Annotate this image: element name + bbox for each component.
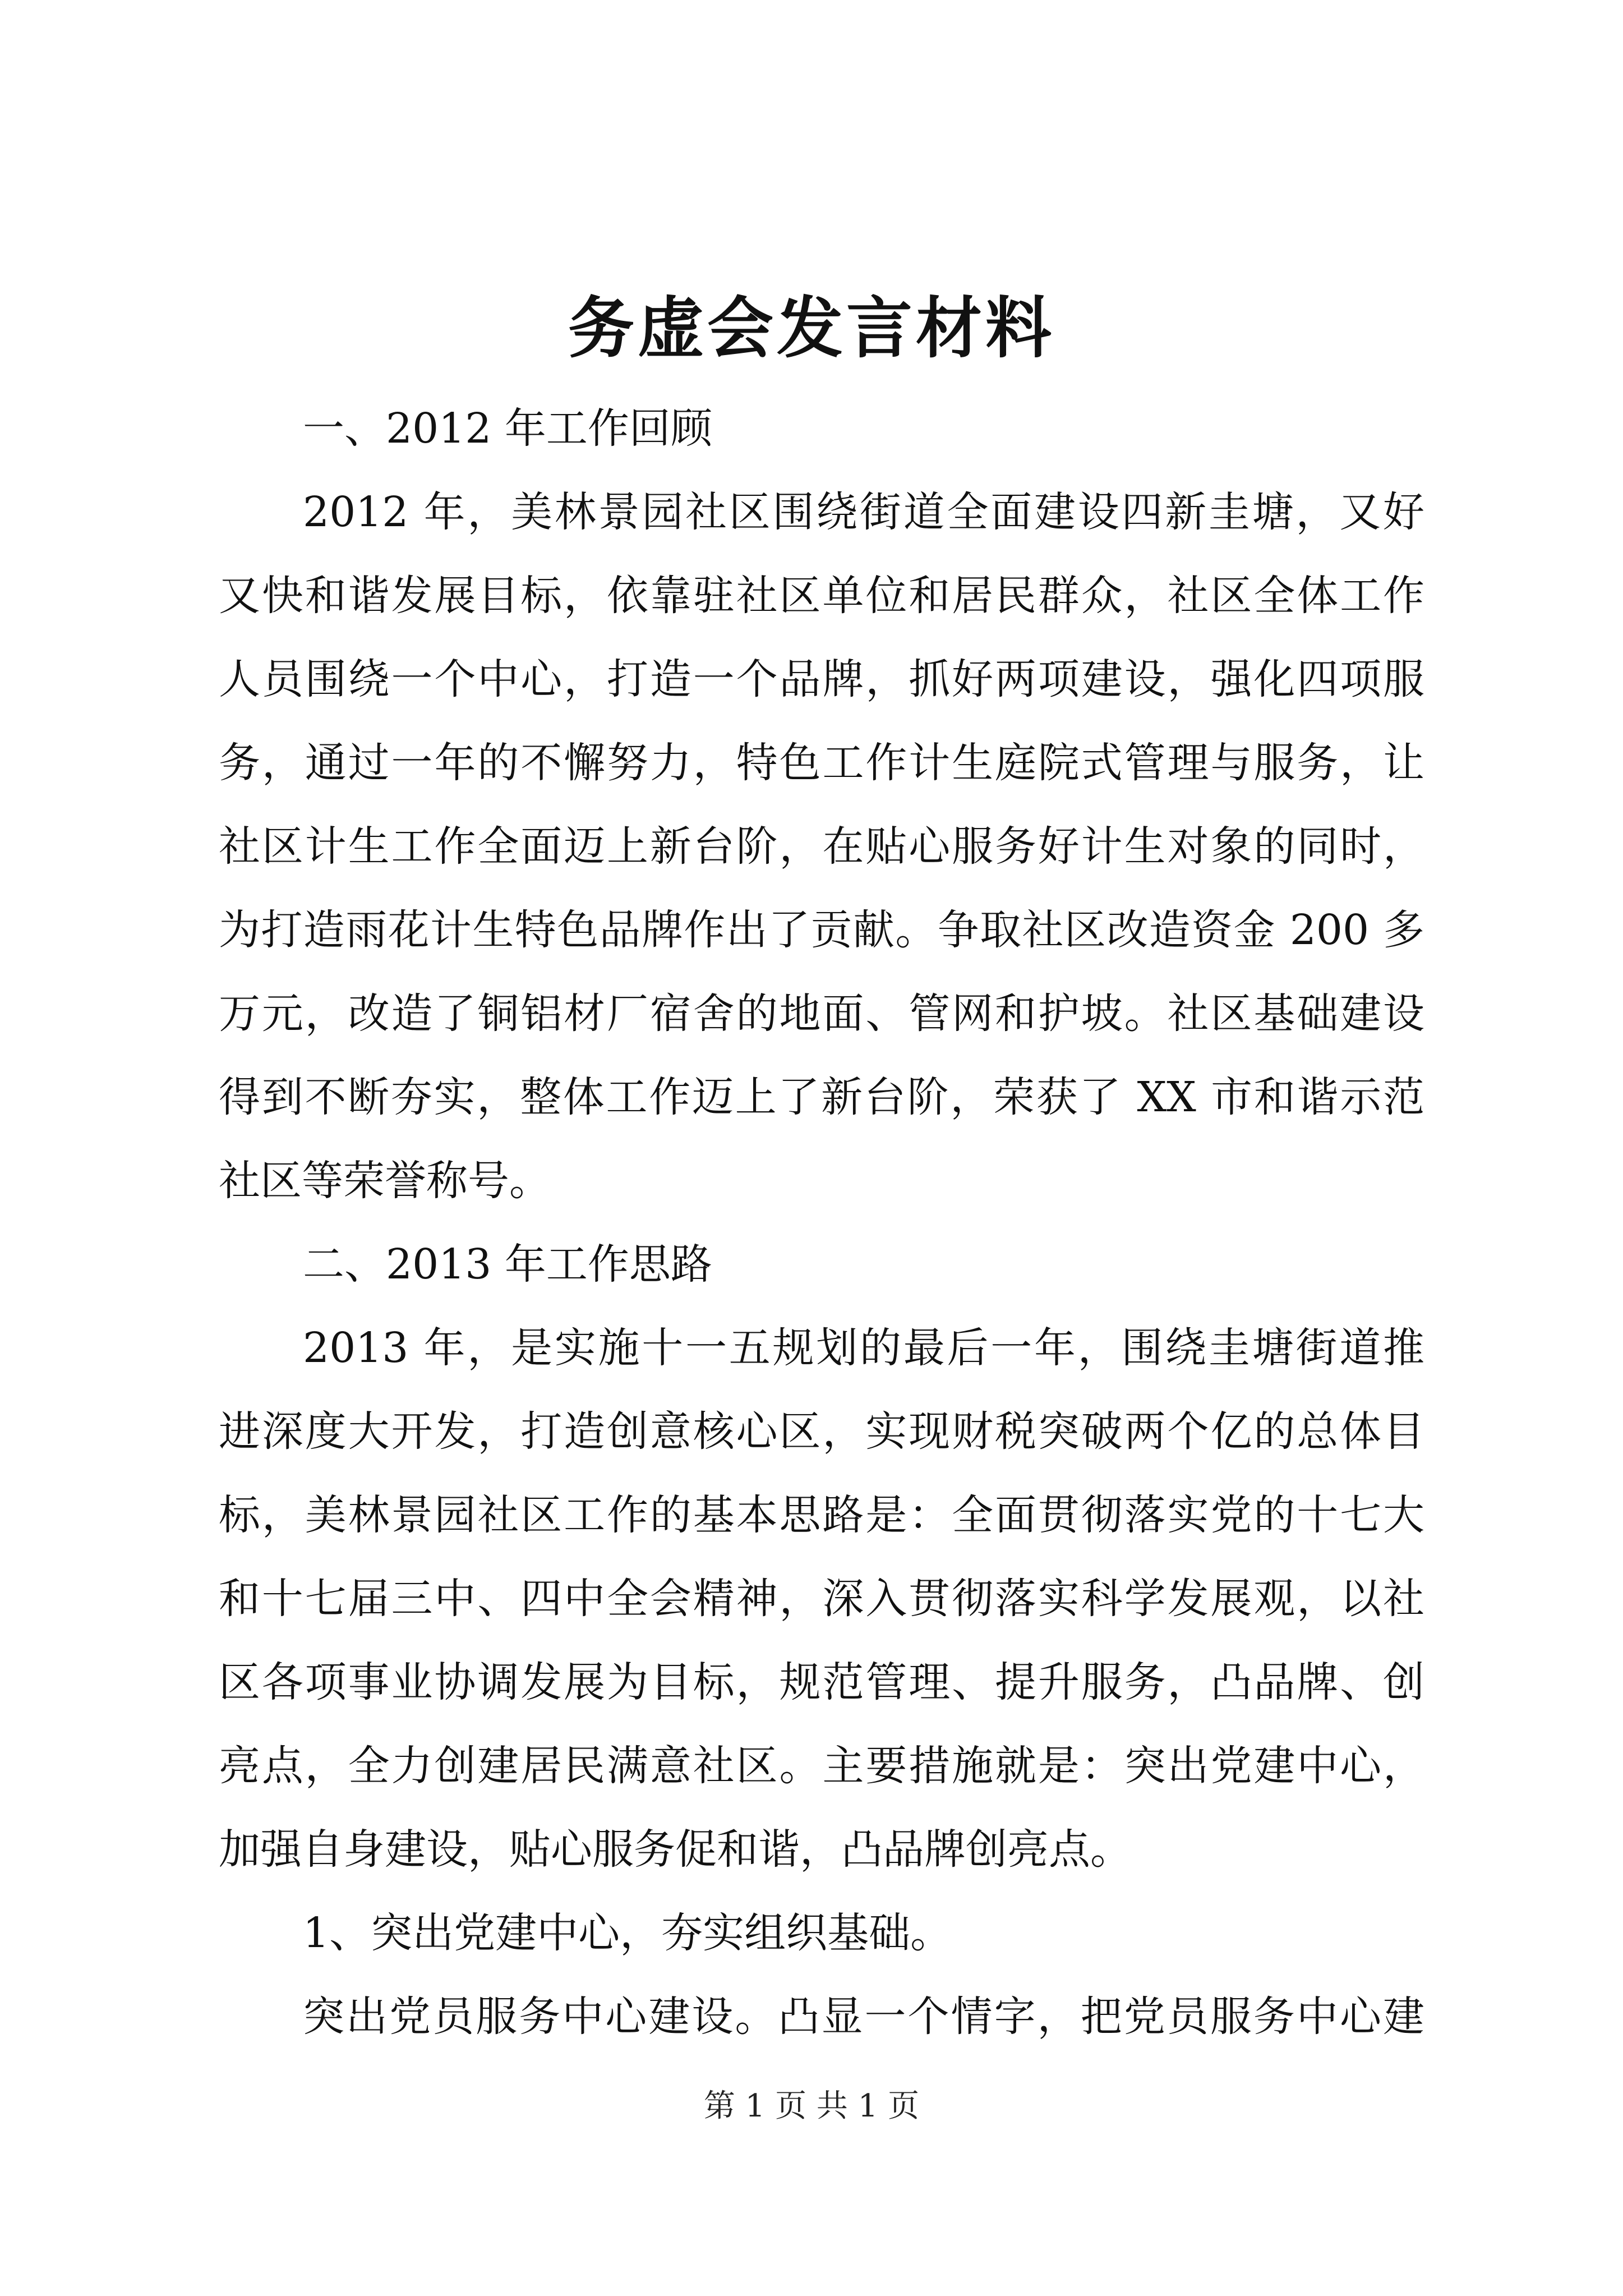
text-line: 进深度大开发，打造创意核心区，实现财税突破两个亿的总体目 <box>219 1407 1424 1456</box>
paragraph <box>219 1306 1424 1892</box>
document-body <box>219 387 1424 2059</box>
text-line: 亮点，全力创建居民满意社区。主要措施就是：突出党建中心， <box>219 1742 1424 1790</box>
text-line: 得到不断夯实，整体工作迈上了新台阶，荣获了 XX 市和谐示范 <box>219 1073 1424 1121</box>
section-heading <box>219 387 1424 471</box>
text-line: 1、突出党建中心，夯实组织基础。 <box>303 1909 952 1957</box>
text-line: 务，通过一年的不懈努力，特色工作计生庭院式管理与服务，让 <box>219 739 1424 787</box>
text-line: 区各项事业协调发展为目标，规范管理、提升服务，凸品牌、创 <box>219 1658 1424 1706</box>
text-line: 加强自身建设，贴心服务促和谐，凸品牌创亮点。 <box>219 1825 1132 1874</box>
page-footer: 第 1 页 共 1 页 <box>703 2088 920 2124</box>
document-title: 务虚会发言材料 <box>568 289 1055 367</box>
text-line: 为打造雨花计生特色品牌作出了贡献。争取社区改造资金 200 多 <box>219 906 1424 954</box>
text-line: 标，美林景园社区工作的基本思路是：全面贯彻落实党的十七大 <box>219 1491 1424 1539</box>
text-line: 人员围绕一个中心，打造一个品牌，抓好两项建设，强化四项服 <box>219 655 1424 703</box>
text-line: 一、2012 年工作回顾 <box>303 404 712 453</box>
text-line: 社区等荣誉称号。 <box>219 1157 551 1205</box>
paragraph <box>219 471 1424 1223</box>
text-line: 和十七届三中、四中全会精神，深入贯彻落实科学发展观，以社 <box>219 1575 1424 1623</box>
paragraph <box>219 1975 1424 2059</box>
sub-heading <box>219 1892 1424 1975</box>
section-heading <box>219 1223 1424 1306</box>
text-line: 社区计生工作全面迈上新台阶，在贴心服务好计生对象的同时， <box>219 822 1424 871</box>
text-line: 2012 年，美林景园社区围绕街道全面建设四新圭塘，又好 <box>303 488 1424 536</box>
text-line: 2013 年，是实施十一五规划的最后一年，围绕圭塘街道推 <box>303 1324 1424 1372</box>
text-line: 二、2013 年工作思路 <box>303 1240 712 1289</box>
text-line: 突出党员服务中心建设。凸显一个情字，把党员服务中心建 <box>303 1993 1424 2041</box>
text-line: 又快和谐发展目标，依靠驻社区单位和居民群众，社区全体工作 <box>219 572 1424 620</box>
text-line: 万元，改造了铜铝材厂宿舍的地面、管网和护坡。社区基础建设 <box>219 990 1424 1038</box>
